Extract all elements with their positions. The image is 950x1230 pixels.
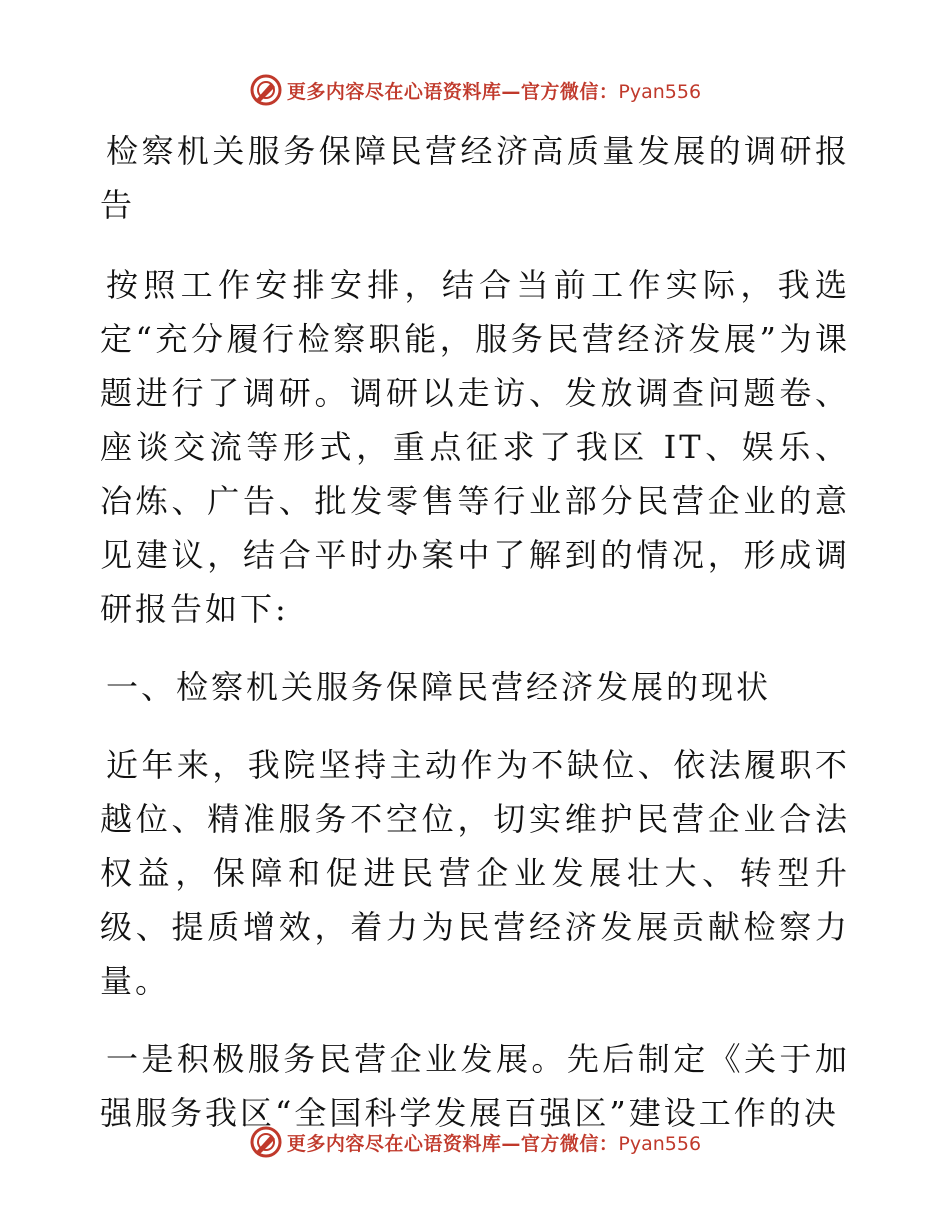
paragraph-point-1: 一是积极服务民营企业发展。先后制定《关于加强服务我区“全国科学发展百强区”建设工作的决 — [100, 1040, 850, 1132]
pen-logo-icon — [249, 73, 283, 107]
watermark-header — [0, 70, 950, 110]
watermark-text: 更多内容尽在心语资料库—官方微信：Pyan556 — [286, 80, 702, 103]
document-title: 检察机关服务保障民营经济高质量发展的调研报告 — [100, 132, 850, 224]
section-heading-1: 一、检察机关服务保障民营经济发展的现状 — [106, 668, 772, 706]
document-body — [100, 124, 850, 1164]
watermark-text: 更多内容尽在心语资料库—官方微信：Pyan556 — [286, 1132, 702, 1155]
paragraph-status: 近年来，我院坚持主动作为不缺位、依法履职不越位、精准服务不空位，切实维护民营企业合法权益，保障和促进民营企业发展壮大、转型升级、提质增效，着力为民营经济发展贡献检察力量。 — [100, 746, 850, 1000]
pen-logo-icon — [249, 1125, 283, 1159]
paragraph-intro: 按照工作安排安排，结合当前工作实际，我选定“充分履行检察职能，服务民营经济发展”为课题进行了调研。调研以走访、发放调查问题卷、座谈交流等形式，重点征求了我区 IT、娱乐、冶炼、广告、批发零售等行业部分民营企业的意见建议，结合平时办案中了解到的情况，形成调研报告如下: — [100, 266, 850, 628]
watermark-footer — [0, 1122, 950, 1162]
